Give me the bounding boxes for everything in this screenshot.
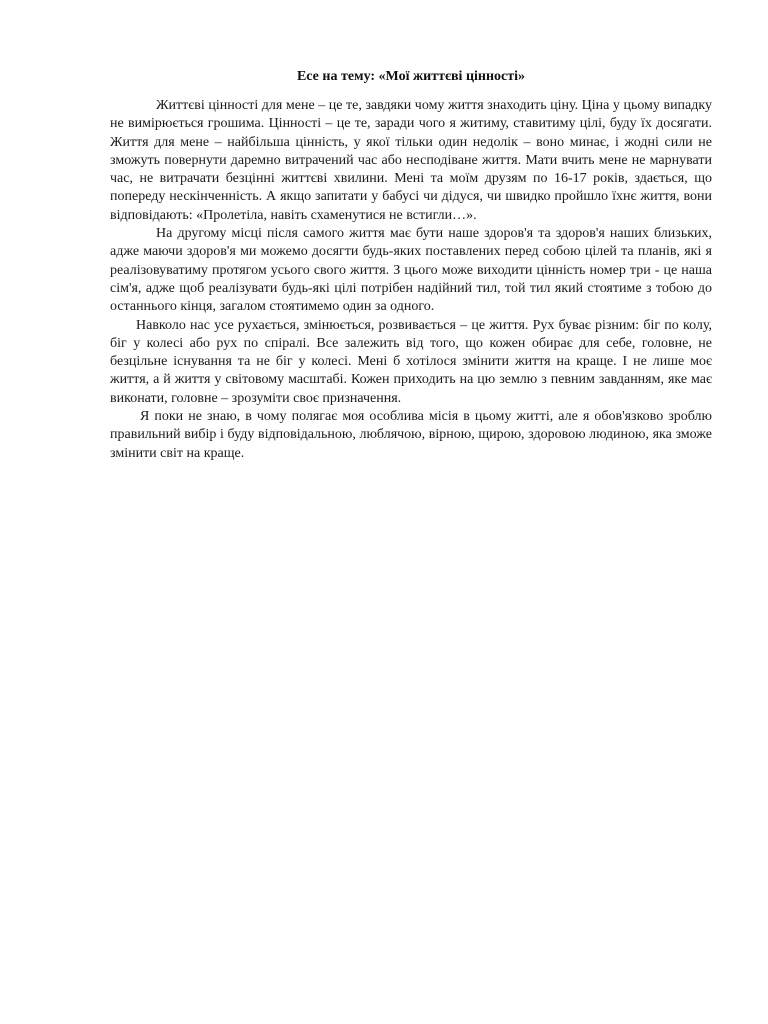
essay-title: Есе на тему: «Мої життєві цінності»: [296, 69, 526, 84]
paragraph-2: На другому місці після самого життя має бути наше здоров'я та здоров'я наших близьких, адже маючи здоров'я ми можемо досягти будь-яких поставлених перед собою цілей та планів, які я реалізовуватиму протягом усього свого життя. З цього може виходити цінність номер три - це наша сім'я, адже щоб реалізувати будь-які цілі потрібен надійний тил, той тил який стоятиме з тобою до останнього кінця, загалом стоятимемо один за одного.: [110, 226, 712, 315]
paragraph-1: Життєві цінності для мене – це те, завдяки чому життя знаходить ціну. Ціна у цьому випадку не вимірюється грошима. Цінності – це те, заради чого я житиму, ставитиму цілі, буду їх досягати. Життя для мене – найбільша цінність, у якої тільки один недолік – воно минає, і жодні сили не зможуть повернути даремно витрачений час або несподіване життя. Мати вчить мене не марнувати час, не витрачати безцінні життєві хвилини. Мені та моїм друзям по 16-17 років, здається, що попереду нескінченність. А якщо запитати у бабусі чи дідуся, чи швидко пройшло їхнє життя, вони відповідають: «Пролетіла, навіть схаменутися не встигли…».: [110, 98, 712, 223]
paragraph-3: Навколо нас усе рухається, змінюється, розвивається – це життя. Рух буває різним: біг по колу, біг у колесі або рух по спіралі. Все залежить від того, що кожен обирає для себе, головне, не безцільне існування та не біг у колесі. Мені б хотілося змінити життя на краще. І не лише моє життя, а й життя у світовому масштабі. Кожен приходить на цю землю з певним завданням, яке має виконати, головне – зрозуміти своє призначення.: [110, 317, 712, 406]
essay-body: [110, 97, 712, 463]
paragraph-4: Я поки не знаю, в чому полягає моя особлива місія в цьому житті, але я обов'язково зроблю правильний вибір і буду відповідальною, люблячою, вірною, щирою, здоровою людиною, яка зможе змінити світ на краще.: [110, 409, 712, 461]
